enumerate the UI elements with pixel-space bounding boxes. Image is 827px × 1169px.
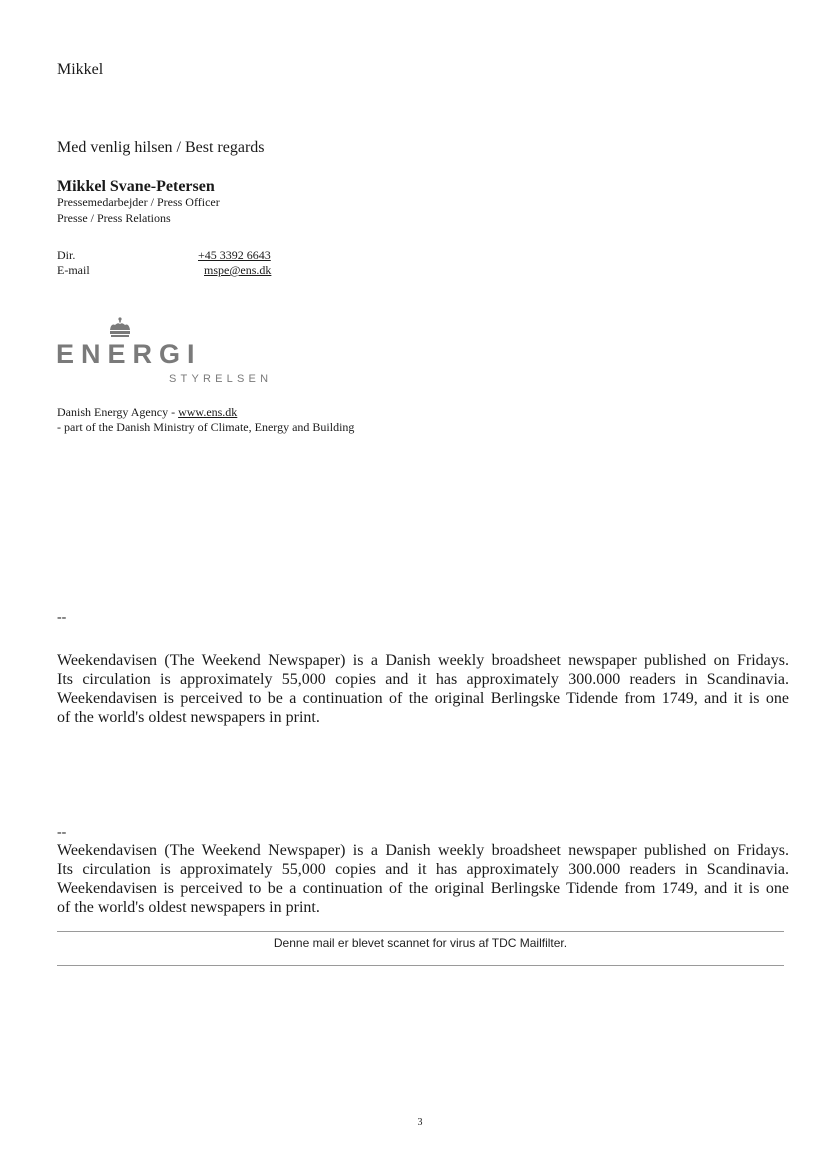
ministry-line: - part of the Danish Ministry of Climate, Energy and Building [57,420,355,434]
email-label: E-mail [57,263,90,277]
separator-dashes: -- [57,825,67,840]
divider-bottom [57,965,784,966]
agency-website-link[interactable]: www.ens.dk [178,405,238,419]
newspaper-footer-paragraph [57,841,789,917]
dir-label: Dir. [57,248,76,262]
signature-department: Presse / Press Relations [57,211,171,225]
agency-line [57,405,237,420]
divider-top [57,931,784,932]
virus-scan-note: Denne mail er blevet scannet for virus af TDC Mailfilter. [273,936,568,950]
logo-word-bottom: STYRELSEN [169,373,273,385]
email-link[interactable]: mspe@ens.dk [204,263,272,277]
signature-name: Mikkel Svane-Petersen [57,178,215,195]
paragraph-line: of the world's oldest newspapers in print. [57,709,320,726]
paragraph-line: Weekendavisen is perceived to be a continuation of the original Berlingske Tidende from 1749, and it is one [57,880,789,897]
dir-phone-link[interactable]: +45 3392 6643 [198,248,271,262]
paragraph-line: Weekendavisen (The Weekend Newspaper) is a Danish weekly broadsheet newspaper published on Fridays. [57,652,789,669]
paragraph-line: Weekendavisen is perceived to be a continuation of the original Berlingske Tidende from 1749, and it is one [57,690,789,707]
paragraph-line: Its circulation is approximately 55,000 copies and it has approximately 300.000 readers in Scandinavia. [57,861,789,878]
newspaper-footer-paragraph [57,651,789,727]
separator-dashes: -- [57,610,67,625]
energistyrelsen-logo [56,316,286,386]
paragraph-line: Weekendavisen (The Weekend Newspaper) is a Danish weekly broadsheet newspaper published on Fridays. [57,842,789,859]
greeting-name: Mikkel [57,61,104,78]
closing-line: Med venlig hilsen / Best regards [57,139,265,156]
signature-title: Pressemedarbejder / Press Officer [57,195,220,209]
crown-icon [110,317,130,337]
agency-prefix: Danish Energy Agency - [57,405,179,419]
paragraph-line: of the world's oldest newspapers in print. [57,899,320,916]
paragraph-line: Its circulation is approximately 55,000 copies and it has approximately 300.000 readers in Scandinavia. [57,671,789,688]
logo-word-top: ENERGI [56,339,202,369]
page-number: 3 [417,1117,423,1128]
